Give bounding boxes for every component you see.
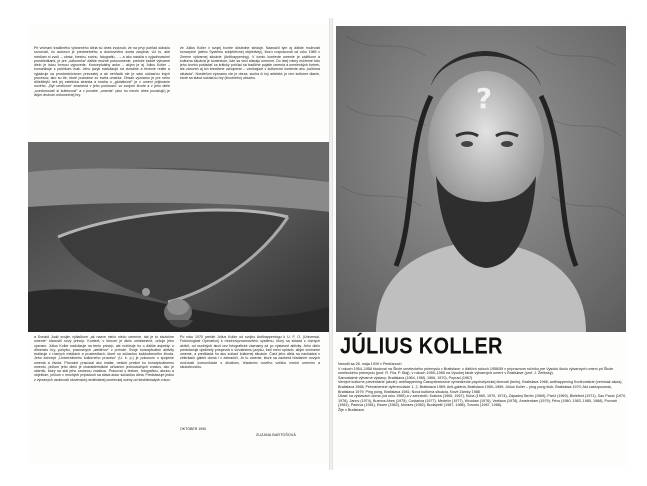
artist-bio [338, 362, 628, 413]
intro-text-right: že Július Koller v svojej tvorbe dôsledne sleduje. Naznačil tým aj ďalšie možnosti koncepcie (alebo Systému subjektívnej objektivity), ktorú rozpracoval od roku 1965 v Zmene výtvarnej situácie (Antihappening). V tomto kontexte umenie je zážitkom a kultúrna situácia je kontextom, kde sa veci stávajú umením. Do istej miery môžeme túto jeho tvorbu pokladať za kritický pohľad na tradičné pojatie umenia a umeleckých foriem, ale zároveň aj ich kreatívne uchopenie – vznikajúce v kultúrnom kontexte ako „kultúrna situácia“. Nositeľom významu nie je obraz, socha či iný artefakt; je ním kultúrne dianie, ktoré sa stáva súčasťou hry (životného) obsahu. [180, 46, 320, 80]
bio-line: Samostatné výtvarné výstavy: Bratislava (1964, 1965, 1966, 1970), Poprad (1967) [338, 375, 473, 380]
bio-line: Narodil sa 28. mája 1939 v Piešťanoch [338, 362, 402, 366]
portrait-photo [336, 26, 626, 332]
right-page [334, 22, 628, 466]
question-mark-icon: ? [475, 82, 493, 115]
author-name: ZUZANA BARTOŠOVÁ [256, 433, 296, 437]
body-text-right: Po roku 1970 prešiel Július Koller od svojho Antihappeningu k U. F. O. (Universal-Futurological Operation) k mnohovýznamovému systému, ktorý sa skladá z rôznych aktivít, od osobných akcií cez fotografické záznamy až po výstavné aktivity. Jeho dielo predstavuje ojedinelý príspevok k vizuálnemu jazyku, keď mení spôsob, akým vnímame umenie, a predkladá ho ako súčasť kultúrnej situácie. Časť jeho diela sa nachádza v zbierkach galérií doma i v zahraničí. Je to umenie, ktoré sa zaoberá hľadaním nových možností komunikácie s divákom, hľadaním nového vzťahu medzi umením a skutočnosťou. [180, 335, 320, 369]
signature-date: OKTÓBER 1990 [180, 427, 207, 431]
bio-line: Žije v Bratislave. [338, 407, 366, 412]
intro-text-left: Pri vnímaní tradičného výtvarného diela sú dnes zvyknutí, že na prvý pohľad dobaču rozoznať, čo autorovi je predmetného a duchovného sveta zaujíma. Už to, aké médium si zvolí – obraz, kresbu, sochu, fotografiu… – a ako naráža s vyjadrovacími prostriedkami, je pre „odborníka“ ďalšie možné porozumenie, pretože každé výtvarné dielo je istou formou výpovede. Konceptuálny autor – akým je aj Július Koller – komunikuje s publikom inak. Jeho jazyk nadväzuje na vizuálne a textové reálie a vyjadruje sa prostredníctvom prevzatej a ak nehľadá nie je sám súčasťou iných procesov, ako sú tie, ktoré poznáme zo sveta umenia. Obsah významu je pre neho dôležitejší než jej estetická stránka a snaha o „globálnosť“ je v umení prijímanie nového. „Byť umelcom“ znamená v jeho ponímaní: vo svojom živote a v jeho diele „uvedomovať si kultúrnosť“ a v povahe „umenia“ (ako ho mnohí dnes považujú) je istým druhom nekonečnej hry. [34, 46, 170, 97]
left-page [28, 24, 330, 464]
landscape-photo [28, 142, 330, 332]
bio-line: Verejné kultúrne prezentácie (akcie): antihappening Časopriestorové vymedzenie psychofyzickej činnosti (tenis), Bratislava 1968; antihappening Konfrontácie (vernisáž akcia), Bratislava 1968; Permanentné dyferenciácie 1, 2, Bratislava 1969; Anti-galéria, Bratislava 1969–1969; Július Koller – ping pong klub, Bratislava 1970; Akt zastupovania, Bratislava 1979; Ping pong, Bratislava 1981; Nová kultúrna situácia, Nové Zámky 1988 [338, 380, 623, 394]
artist-name: JÚLIUS KOLLER [340, 334, 503, 360]
book-spine [329, 18, 333, 470]
body-text-left: a Donald Judd svojim výtlačkom „ak nazve niečo niečo umením, tak je to skutočne umenie“ stanovili nový princíp. Kontext, v ktorom je dielo umiestnené, určuje jeho význam. Július Koller nadväzuje na tento princíp, ale rozširuje ho o ďalšie aspekty: o dimenziu hry, pohybu, pracovných „ateliérov“ v prírode. Svoje konceptuálne aktivity realizuje v rôznych médiách a prostrediach, ktoré sú súčasťou každodenného života. Jeho koncept „Univerzálneho kultúrneho procesu“ (U. k. p.) je pokusom o spojenie umenia a života. Pôvodne pracoval ako maliar, neskôr prešiel ku konceptuálnemu umeniu, pričom jeho dielo je charakteristické užívaním jednoduchých znakov, ako je otáznik, ktorý sa stal jeho osobnou značkou. Pracoval s textom, fotografiou, akciou a objektom, pričom v mnohých prípadoch sa stáva autor súčasťou diela. Predstavuje jednu z výrazných osobností slovenskej neoficiálnej umeleckej scény od šesťdesiatych rokov. [34, 335, 174, 382]
bio-line: V rokoch 1954–1958 študoval na Škole umeleckého priemyslu v Bratislave, v ďalších rokoch 1958/59 v prípravnom ročníku pre Vysokú školu výtvarných umení pri Škole umeleckého priemyslu (prof. R. Fila, P. Blaj), v rokoch 1959–1965 na Vysokej škole výtvarných umení v Bratislave (prof. J. Želibský). [338, 366, 614, 376]
bio-line: Účasť na výstavách doma (od roku 1965) a v zahraničí: Kraków (1966, 1967), Kuba (1969, 1970, 1974), Západný Berlín (1969), Paríž (1969), Bielefeld (1971), Sao Paolo (1970, 1976), Janov (1974), Buenos Aires (1975), Costarica (1977), Medelín (1977), Wrocław (1976), Varšava (1978), Amsterdam (1979), Pécs (1980, 1983, 1985, 1988), Poznaň (1981), Padova (1981), Essen (1982), Moraes (1982), Budapešť (1987, 1988), Toronto (1987, 1988). [338, 394, 627, 408]
author-signature [256, 433, 296, 437]
